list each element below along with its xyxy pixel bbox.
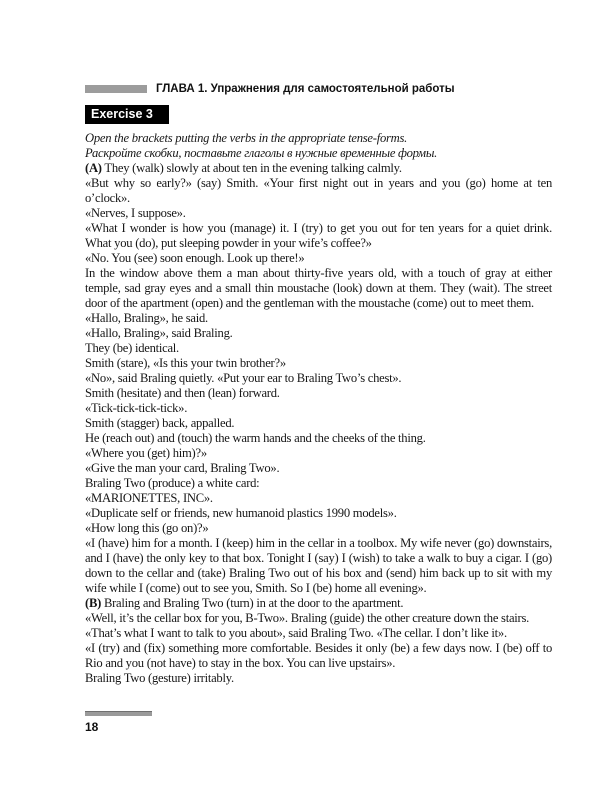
- exercise-body: [85, 131, 552, 686]
- exercise-paragraph: «No», said Braling quietly. «Put your ear to Braling Two’s chest».: [85, 370, 402, 385]
- exercise-paragraph: In the window above them a man about thirty-five years old, with a touch of gray at either temple, sad gray eyes and a small thin moustache (look) down at them. They (wait). The street door of the apartment (open) and the gentleman with the moustache (come) out to meet them.: [85, 265, 552, 310]
- exercise-paragraph: «Nerves, I suppose».: [85, 205, 186, 220]
- exercise-paragraph: (B) Braling and Braling Two (turn) in at the door to the apartment.: [85, 595, 404, 610]
- section-label: (B): [85, 595, 102, 610]
- exercise-paragraph: «Hallo, Braling», said Braling.: [85, 325, 233, 340]
- exercise-paragraph: «Give the man your card, Braling Two».: [85, 460, 280, 475]
- instruction-english: Open the brackets putting the verbs in the appropriate tense-forms.: [85, 130, 408, 145]
- page-number: 18: [85, 720, 99, 734]
- footer-bar: [85, 711, 152, 716]
- exercise-paragraph: «Hallo, Braling», he said.: [85, 310, 208, 325]
- exercise-paragraph: «No. You (see) soon enough. Look up there!»: [85, 250, 305, 265]
- exercise-paragraph: (A) They (walk) slowly at about ten in the evening talking calmly.: [85, 160, 402, 175]
- exercise-paragraph: Braling Two (produce) a white card:: [85, 475, 260, 490]
- exercise-badge: Exercise 3: [85, 105, 169, 124]
- page-content: [85, 83, 552, 686]
- exercise-paragraph: «That’s what I want to talk to you about», said Braling Two. «The cellar. I don’t like it».: [85, 625, 507, 640]
- instruction-russian: Раскройте скобки, поставьте глаголы в нужные временные формы.: [85, 145, 438, 160]
- exercise-paragraph: «I (try) and (fix) something more comfortable. Besides it only (be) a few days now. I (be) off to Rio and you (not have) to stay in the box. You can live upstairs».: [85, 640, 552, 670]
- page-footer: [85, 711, 152, 734]
- exercise-paragraph: Smith (stare), «Is this your twin brother?»: [85, 355, 286, 370]
- exercise-paragraph: «What I wonder is how you (manage) it. I (try) to get you out for ten years for a quiet drink. What you (do), put sleeping powder in your wife’s coffee?»: [85, 220, 552, 250]
- exercise-paragraph: Braling Two (gesture) irritably.: [85, 670, 234, 685]
- exercise-paragraph: He (reach out) and (touch) the warm hands and the cheeks of the thing.: [85, 430, 426, 445]
- exercise-paragraph: «Tick-tick-tick-tick».: [85, 400, 188, 415]
- section-label: (A): [85, 160, 102, 175]
- exercise-paragraph: «Duplicate self or friends, new humanoid plastics 1990 models».: [85, 505, 397, 520]
- exercise-paragraph: «MARIONETTES, INC».: [85, 490, 213, 505]
- exercise-paragraphs: [85, 161, 552, 686]
- chapter-header-bar: [85, 85, 147, 93]
- exercise-paragraph: «Well, it’s the cellar box for you, B-Two». Braling (guide) the other creature down the stairs.: [85, 610, 530, 625]
- chapter-title: ГЛАВА 1. Упражнения для самостоятельной работы: [156, 83, 455, 95]
- exercise-paragraph: They (be) identical.: [85, 340, 179, 355]
- exercise-paragraph: «But why so early?» (say) Smith. «Your first night out in years and you (go) home at ten o’clock».: [85, 175, 552, 205]
- chapter-header: [85, 83, 552, 95]
- exercise-paragraph: «Where you (get) him)?»: [85, 445, 207, 460]
- exercise-paragraph: Smith (stagger) back, appalled.: [85, 415, 235, 430]
- exercise-paragraph: Smith (hesitate) and then (lean) forward.: [85, 385, 280, 400]
- exercise-paragraph: «How long this (go on)?»: [85, 520, 209, 535]
- exercise-paragraph: «I (have) him for a month. I (keep) him in the cellar in a toolbox. My wife never (go) downstairs, and I (have) the only key to that box. Tonight I (say) I (wish) to take a walk to buy a cigar. I (go) down to the cellar and (take) Braling Two out of his box and (send) him back up to sit with my wife while I (come) out to see you, Smith. So I (be) home all evening».: [85, 535, 552, 595]
